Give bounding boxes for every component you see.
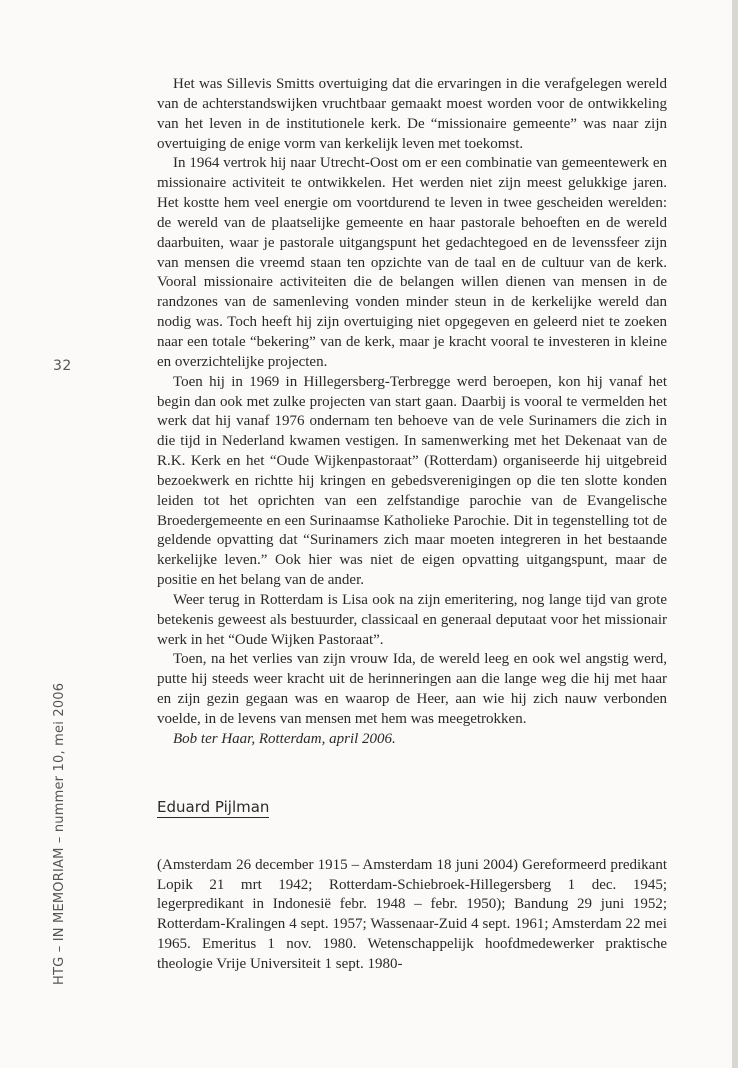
paragraph: Toen hij in 1969 in Hillegersberg-Terbregge werd beroepen, kon hij vanaf het begin dan ook met zulke projecten van start gaan. Daarbij is vooral te vermelden het werk dat hij vanaf 1976 ondernam ten behoeve van de vele Surinamers die zich in die tijd in Nederland kwamen vestigen. In samenwerking met het Dekenaat van de R.K. Kerk en het “Oude Wijkenpastoraat” (Rotterdam) organiseerde hij uitgebreid bezoekwerk en richtte hij kringen en gebedsverenigingen op die ten slotte konden leiden tot het oprichten van een zelfstandige parochie van de Evangelische Broedergemeente en een Surinaamse Katholieke Parochie. Dit in tegenstelling tot de geldende opvatting dat “Surinamers zich maar moeten integreren in het bestaande kerkelijke leven.” Ook hier was niet de eigen opvatting uitgangspunt, maar de positie en het belang van de ander.	[157, 373, 667, 589]
page-edge	[732, 0, 738, 1068]
author-signature: Bob ter Haar, Rotterdam, april 2006.	[173, 730, 396, 747]
paragraph: Weer terug in Rotterdam is Lisa ook na zijn emeritering, nog lange tijd van grote betekenis geweest als bestuurder, classicaal en generaal deputaat voor het missionair werk in het “Oude Wijken Pastoraat”.	[157, 591, 667, 648]
running-head: HTG – IN MEMORIAM – nummer 10, mei 2006	[52, 682, 67, 985]
paragraph: In 1964 vertrok hij naar Utrecht-Oost om er een combinatie van gemeentewerk en missionaire activiteit te ontwikkelen. Het werden niet zijn meest gelukkige jaren. Het kostte hem veel energie om voortdurend te leven in twee gescheiden werelden: de wereld van de plaatselijke gemeente en haar pastorale behoeften en de wereld daarbuiten, waar je pastorale uitgangspunt het gedachtegoed en de levenssfeer zijn van mensen die vreemd staan ten opzichte van de taal en de cultuur van de kerk. Vooral missionaire activiteiten die de belangen willen dienen van mensen in de randzones van de samenleving vonden minder steun in de kerkelijke wereld dan nodig was. Toch heeft hij zijn overtuiging niet opgegeven en geleerd niet te zoeken naar een totale “bekering” van de kerk, maar je kracht vooral te investeren in kleine en overzichtelijke projecten.	[157, 155, 667, 370]
paragraph: Het was Sillevis Smitts overtuiging dat die ervaringen in die verafgelegen wereld van de achterstandswijken vruchtbaar gemaakt moest worden voor de ontwikkeling van het leven in de institutionele kerk. De “missionaire gemeente” was naar zijn overtuiging de enige vorm van kerkelijk leven met toekomst.	[157, 76, 667, 152]
article-body	[157, 75, 667, 975]
page-number: 32	[53, 358, 72, 374]
biography-paragraph: (Amsterdam 26 december 1915 – Amsterdam 18 juni 2004) Gereformeerd predikant Lopik 21 mrt 1942; Rotterdam-Schiebroek-Hillegersberg 1 dec. 1945; legerpredikant in Indonesië febr. 1948 – febr. 1950); Bandung 29 juni 1952; Rotterdam-Kralingen 4 sept. 1957; Wassenaar-Zuid 4 sept. 1961; Amsterdam 22 mei 1965. Emeritus 1 nov. 1980. Wetenschappelijk hoofdmedewerker praktische theologie Vrije Universiteit 1 sept. 1980-	[157, 856, 667, 972]
section-title: Eduard Pijlman	[157, 797, 270, 816]
paragraph: Toen, na het verlies van zijn vrouw Ida, de wereld leeg en ook wel angstig werd, putte hij steeds weer kracht uit de herinneringen aan die lange weg die hij met haar en zijn gezin gegaan was en waarop de Heer, aan wie hij zich nauw verbonden voelde, in de levens van mensen met hem was meegetrokken.	[157, 651, 667, 727]
